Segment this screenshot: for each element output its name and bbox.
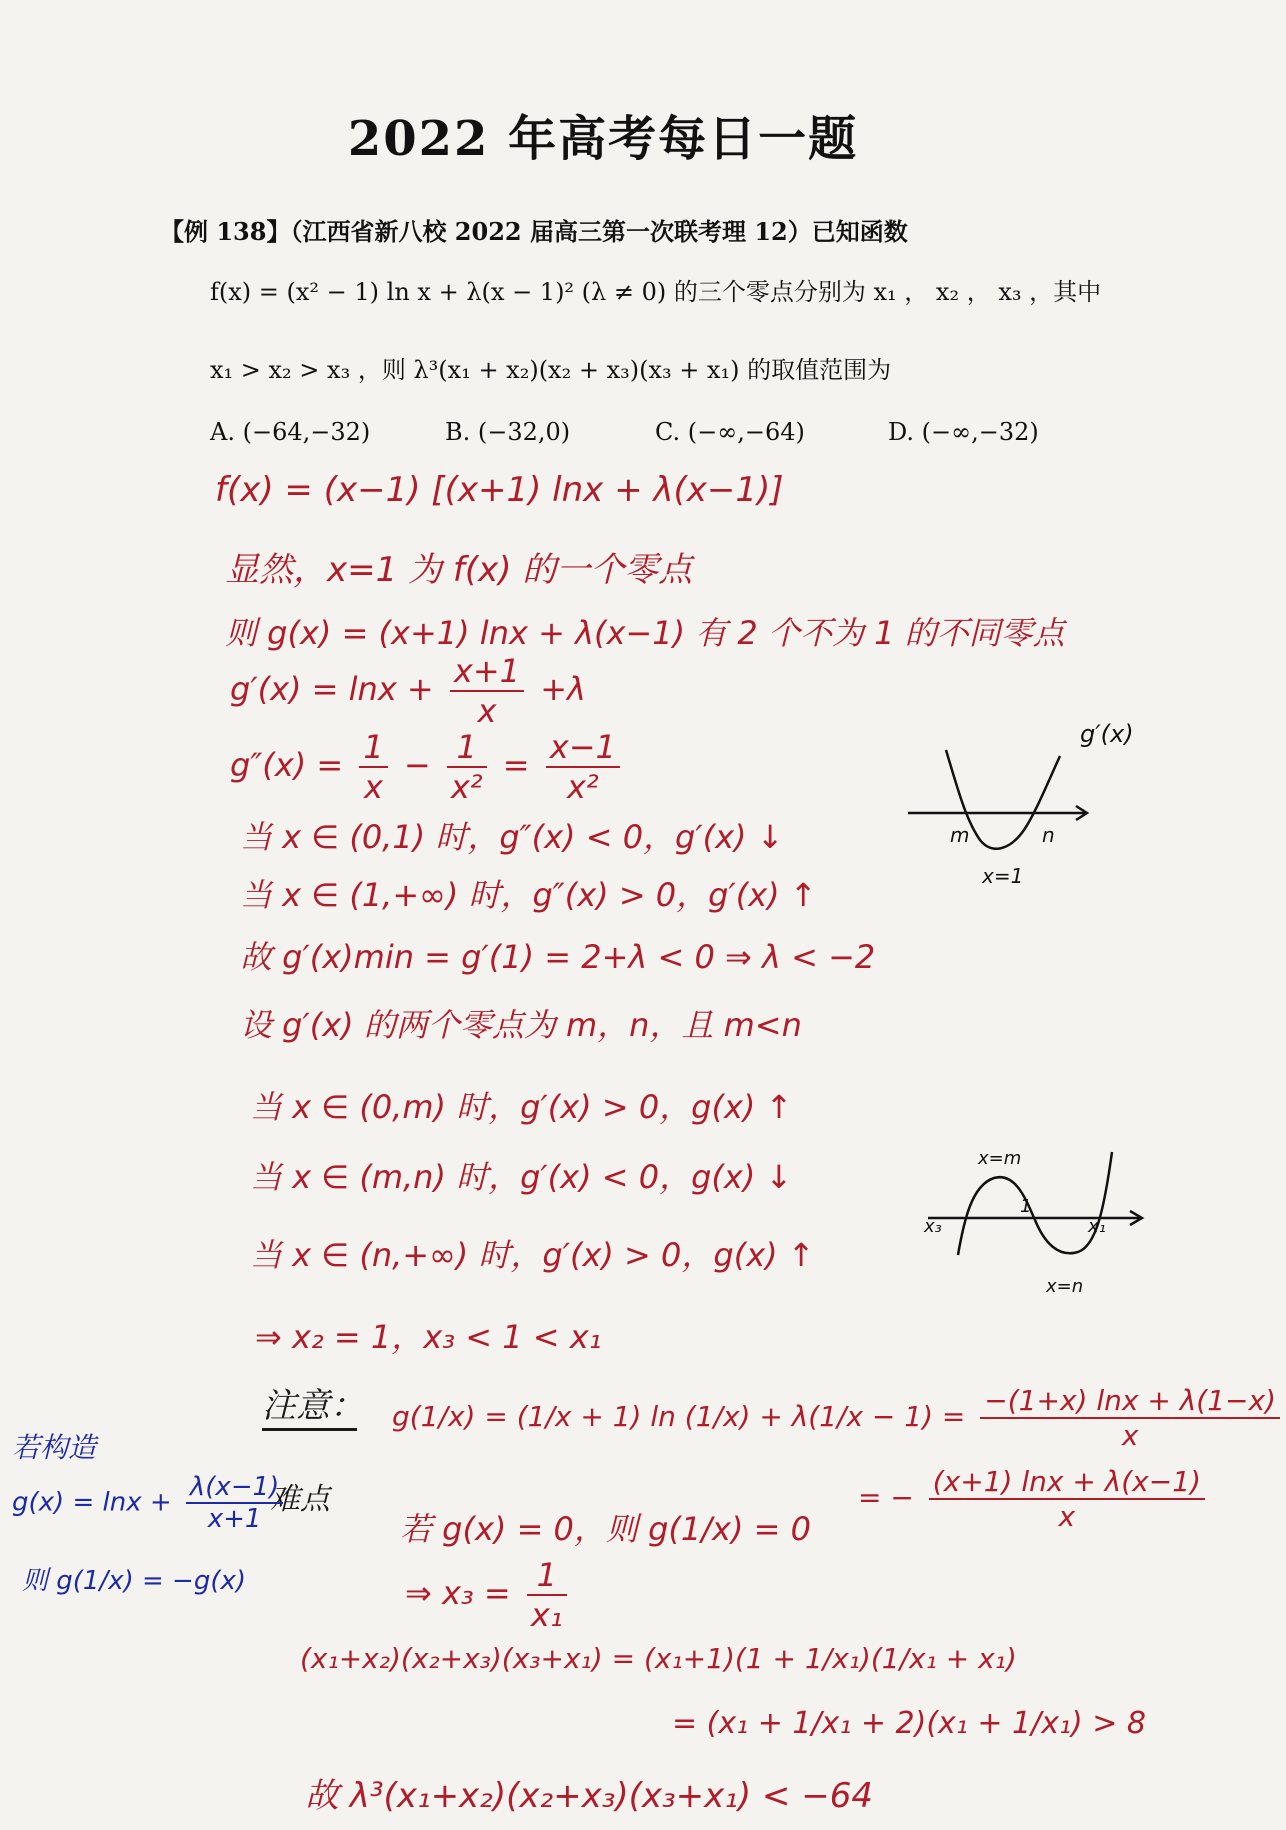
solution-interval-0-m: 当 x ∈ (0,m) 时，g′(x) > 0，g(x) ↑ [250,1088,793,1126]
side-note-conclusion: 则 g(1/x) = −g(x) [22,1566,247,1596]
option-c: C. (−∞,−64) [655,418,805,446]
graph2-xn-label: x=n [1046,1276,1084,1297]
solution-conclusion: 故 λ³(x₁+x₂)(x₂+x₃)(x₃+x₁) < −64 [305,1776,873,1816]
solution-product: (x₁+x₂)(x₂+x₃)(x₃+x₁) = (x₁+1)(1 + 1/x₁)(1/x₁ + x₁) [300,1642,1017,1675]
side-note-title: 若构造 [12,1431,97,1464]
note-fraction-2: $\frac{(x+1) \ln x + \lambda(x-1)}{x}$ [929,1465,1205,1533]
note-g-reciprocal: g(1/x) = (1/x + 1) ln (1/x) + λ(1/x − 1) = $\frac{-(1+x) \ln x + \lambda(1-x)}{x}$ [392,1384,1286,1452]
solution-x3-reciprocal: ⇒ x₃ = $\frac{1}{\text{x₁}}$ [405,1556,573,1634]
graph-g [920,1140,1150,1310]
side-note-construct: g(x) = lnx + $\frac{\lambda(x-1)}{x+1}$ [12,1472,289,1534]
solution-g-double-prime: g″(x) = $\frac{1}{x}$ − $\frac{1}{\text{x²}}$ = $\frac{x-1}{\text{x²}}$ [230,728,626,806]
graph1-label: g′(x) [1080,720,1134,748]
solution-define-g: 则 g(x) = (x+1) lnx + λ(x−1) 有 2 个不为 1 的不同零点 [225,614,1065,652]
graph-g-prime [900,720,1134,900]
solution-interval-1-inf: 当 x ∈ (1,+∞) 时，g″(x) > 0，g′(x) ↑ [240,876,817,914]
note-fraction: $\frac{-(1+x) \ln x + \lambda(1-x)}{x}$ [980,1384,1280,1452]
fraction-1-over-x1: $\frac{1}{\text{x₁}}$ [527,1556,567,1634]
page-title: 2022 年高考每日一题 [347,111,859,167]
option-a: A. (−64,−32) [210,418,371,446]
solution-interval-m-n: 当 x ∈ (m,n) 时，g′(x) < 0，g(x) ↓ [250,1158,793,1196]
graph2-x3-label: x₃ [924,1216,942,1237]
graph2-x1-label: x₁ [1088,1216,1106,1237]
option-b: B. (−32,0) [445,418,571,446]
note-label: 注意： [262,1386,364,1426]
solution-g-prime [230,652,586,730]
question-heading: 【例 138】（江西省新八校 2022 届高三第一次联考理 12）已知函数 [160,217,908,246]
solution-factorization: f(x) = (x−1) [(x+1) lnx + λ(x−1)] [215,470,784,510]
solution-interval-n-inf: 当 x ∈ (n,+∞) 时，g′(x) > 0，g(x) ↑ [250,1236,815,1274]
graph1-m-label: m [950,823,970,847]
fraction-x-plus-1-over-x: $\frac{x+1}{x}$ [450,652,524,730]
fraction-1-over-x: $\frac{1}{x}$ [359,728,387,806]
g-prime-right: +λ [540,670,586,708]
graph2-xm-label: x=m [978,1148,1022,1169]
note-underline [262,1428,357,1431]
question-line-2: x₁ > x₂ > x₃ ，则 λ³(x₁ + x₂)(x₂ + x₃)(x₃ + x₁) 的取值范围为 [210,356,892,384]
fraction-1-over-x-squared: $\frac{1}{\text{x²}}$ [447,728,487,806]
solution-minimum: 故 g′(x)min = g′(1) = 2+λ < 0 ⇒ λ < −2 [240,938,876,976]
solution-zero-x1: 显然，x=1 为 f(x) 的一个零点 [225,550,693,590]
solution-symmetry: 若 g(x) = 0，则 g(1/x) = 0 [400,1510,811,1548]
graph2-one-label: 1 [1020,1196,1032,1217]
note-g-reciprocal-simplified: = − $\frac{(x+1) \ln x + \lambda(x-1)}{x}$ [858,1465,1211,1533]
graph1-n-label: n [1042,823,1055,847]
g-prime-left: g′(x) = lnx + [230,670,434,708]
solution-zeros-m-n: 设 g′(x) 的两个零点为 m，n，且 m<n [240,1006,802,1044]
solution-product-bound: = (x₁ + 1/x₁ + 2)(x₁ + 1/x₁) > 8 [672,1706,1147,1741]
graph1-x1-label: x=1 [982,864,1024,888]
question-line-1: f(x) = (x² − 1) ln x + λ(x − 1)² (λ ≠ 0) 的三个零点分别为 x₁ ， x₂ ， x₃ ，其中 [210,278,1102,306]
solution-x-order: ⇒ x₂ = 1，x₃ < 1 < x₁ [255,1318,602,1356]
side-note-fraction: $\frac{\lambda(x-1)}{x+1}$ [186,1472,283,1534]
solution-interval-0-1: 当 x ∈ (0,1) 时，g″(x) < 0，g′(x) ↓ [240,818,784,856]
option-d: D. (−∞,−32) [888,418,1039,446]
fraction-x-minus-1-over-x-squared: $\frac{x-1}{\text{x²}}$ [546,728,620,806]
note-sub-label: 难点 [270,1482,330,1517]
